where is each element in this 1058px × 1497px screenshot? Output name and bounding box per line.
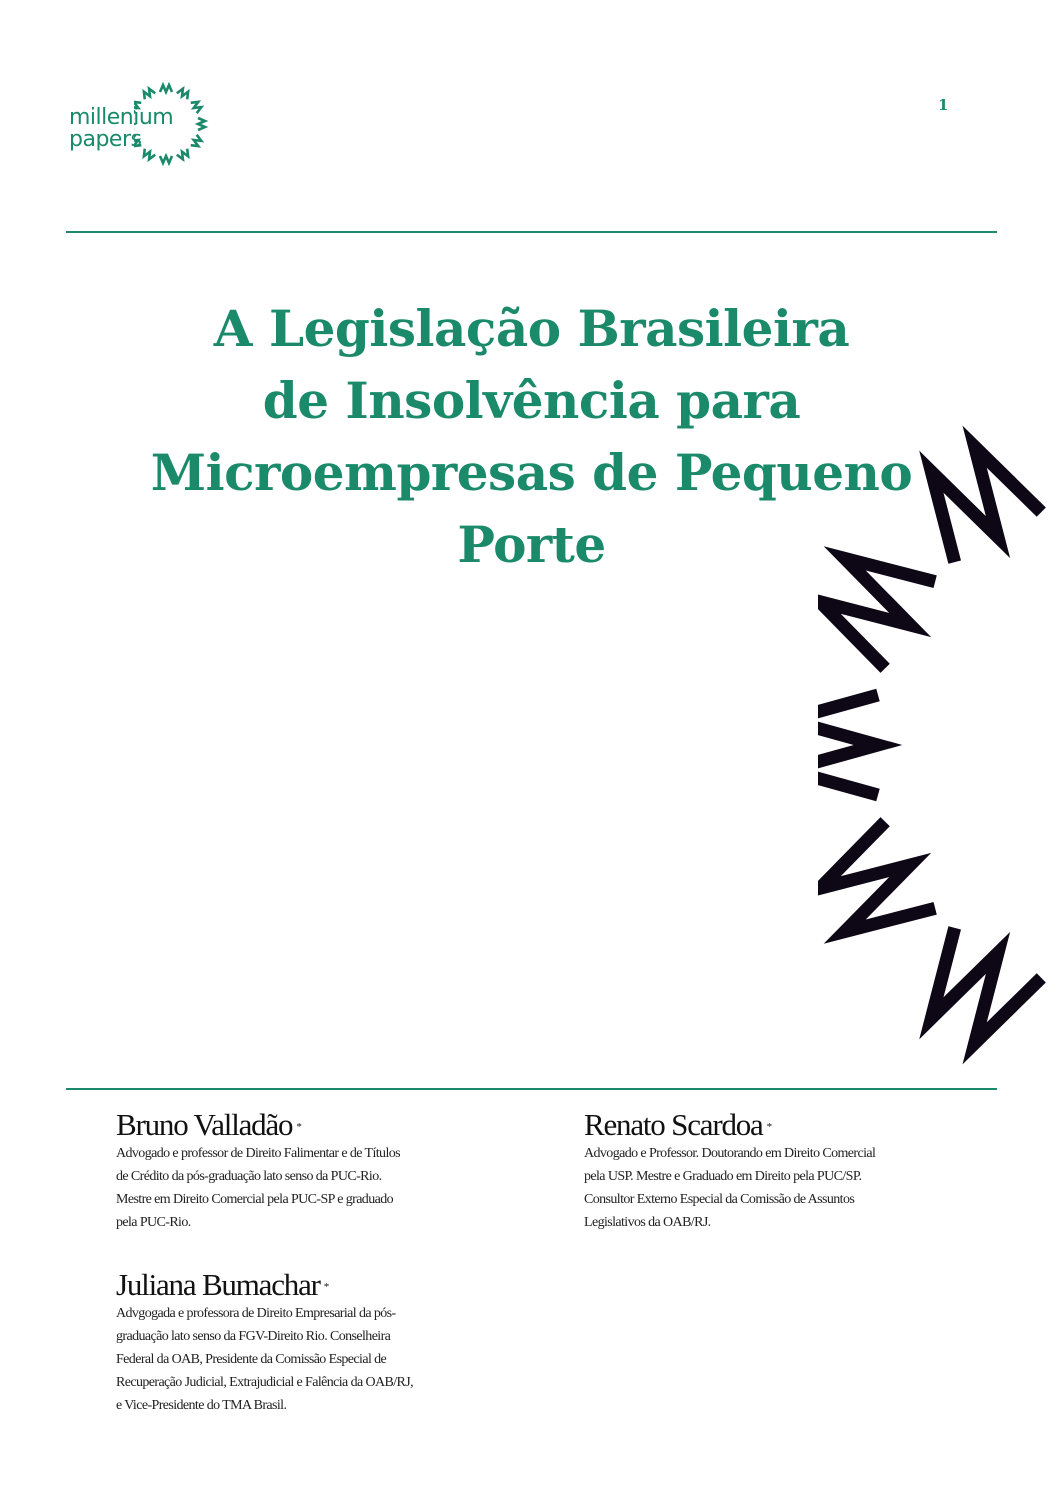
title-line: Microempresas de Pequeno (150, 443, 913, 502)
bio-line: Advogado e Professor. Doutorando em Direito Comercial (584, 1146, 876, 1161)
bio-line: de Crédito da pós-graduação lato senso da PUC-Rio. (116, 1169, 382, 1184)
page-number: 1 (938, 96, 949, 114)
bio-line: Mestre em Direito Comercial pela PUC-SP e graduado (116, 1192, 394, 1207)
bio-line: Legislativos da OAB/RJ. (584, 1215, 711, 1230)
logo-wordmark (69, 107, 173, 151)
bio-line: graduação lato senso da FGV-Direito Rio. Conselheira (116, 1329, 391, 1344)
author-name (116, 1108, 400, 1142)
bio-line: Advogado e professor de Direito Falimentar e de Títulos (116, 1146, 400, 1161)
logo-line-2: papers (69, 127, 142, 152)
author-name-text: Bruno Valladão (116, 1107, 293, 1142)
author-name-text: Renato Scardoa (584, 1107, 763, 1142)
author-name-text: Juliana Bumachar (116, 1267, 320, 1302)
footnote-mark: * (323, 1281, 330, 1293)
bottom-divider (66, 1088, 997, 1090)
author-bio (116, 1142, 400, 1234)
author-name (584, 1108, 875, 1142)
author-block (116, 1108, 400, 1234)
bio-line: Federal da OAB, Presidente da Comissão Especial de (116, 1352, 387, 1367)
logo-line-1: millenium (69, 105, 174, 130)
bio-line: Recuperação Judicial, Extrajudicial e Falência da OAB/RJ, (116, 1375, 414, 1390)
author-block (584, 1108, 875, 1234)
author-bio (584, 1142, 875, 1234)
author-block (116, 1268, 413, 1417)
author-bio (116, 1302, 413, 1417)
title-line: Porte (457, 515, 606, 574)
bio-line: e Vice-Presidente do TMA Brasil. (116, 1398, 287, 1413)
footnote-mark: * (766, 1121, 773, 1133)
bio-line: pela USP. Mestre e Graduado em Direito pela PUC/SP. (584, 1169, 862, 1184)
bio-line: Consultor Externo Especial da Comissão de Assuntos (584, 1192, 855, 1207)
bio-line: pela PUC-Rio. (116, 1215, 191, 1230)
top-divider (66, 231, 997, 233)
bio-line: Advgogada e professora de Direito Empresarial da pós- (116, 1306, 396, 1321)
author-name (116, 1268, 413, 1302)
footnote-mark: * (296, 1121, 302, 1133)
title-line: A Legislação Brasileira (213, 299, 850, 358)
large-starburst-icon (818, 400, 1058, 1100)
brand-logo (66, 78, 226, 170)
title-line: de Insolvência para (262, 371, 801, 430)
